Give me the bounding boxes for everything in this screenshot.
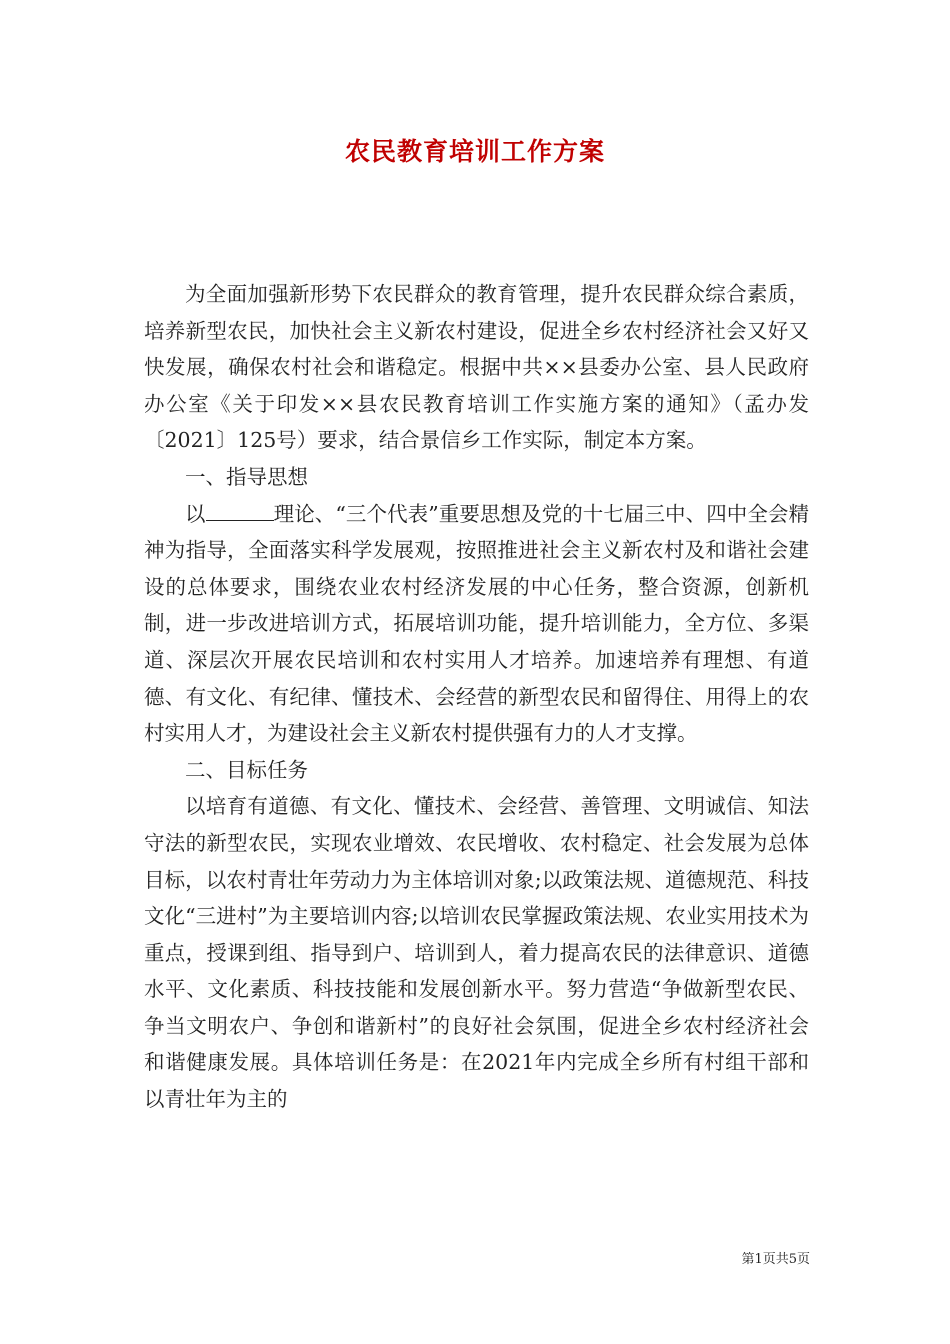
blank-fill-line	[206, 502, 274, 521]
goals-paragraph: 以培育有道德、有文化、懂技术、会经营、善管理、文明诚信、知法守法的新型农民，实现农业增效、农民增收、农村稳定、社会发展为总体目标，以农村青壮年劳动力为主体培训对象;以政策法规、道德规范、科技文化“三进村”为主要培训内容;以培训农民掌握政策法规、农业实用技术为重点，授课到组、指导到户、培训到人，着力提高农民的法律意识、道德水平、文化素质、科技技能和发展创新水平。努力营造“争做新型农民、争当文明农户、争创和谐新村”的良好社会氛围，促进全乡农村经济社会和谐健康发展。具体培训任务是：在2021年内完成全乡所有村组干部和以青壮年为主的	[144, 794, 809, 1112]
guiding-prefix: 以	[185, 501, 206, 526]
document-title: 农民教育培训工作方案	[344, 137, 605, 166]
section-heading-goals: 二、目标任务	[185, 757, 308, 782]
guiding-text: 理论、“三个代表”重要思想及党的十七届三中、四中全会精神为指导，全面落实科学发展观，按照推进社会主义新农村及和谐社会建设的总体要求，围绕农业农村经济发展的中心任务，整合资源，创新机制，进一步改进培训方式，拓展培训功能，提升培训能力，全方位、多渠道、深层次开展农民培训和农村实用人才培养。加速培养有理想、有道德、有文化、有纪律、懂技术、会经营的新型农民和留得住、用得上的农村实用人才，为建设社会主义新农村提供强有力的人才支撑。	[144, 501, 809, 746]
intro-paragraph: 为全面加强新形势下农民群众的教育管理，提升农民群众综合素质，培养新型农民，加快社会主义新农村建设，促进全乡农村经济社会又好又快发展，确保农村社会和谐稳定。根据中共××县委办公室、县人民政府办公室《关于印发××县农民教育培训工作实施方案的通知》（孟办发〔2021〕125号）要求，结合景信乡工作实际，制定本方案。	[144, 282, 809, 453]
guiding-thought-paragraph	[144, 496, 809, 752]
page-number: 第1页共5页	[741, 1252, 810, 1267]
document-body	[144, 276, 809, 1118]
section-heading-guiding-thought: 一、指导思想	[185, 464, 308, 489]
